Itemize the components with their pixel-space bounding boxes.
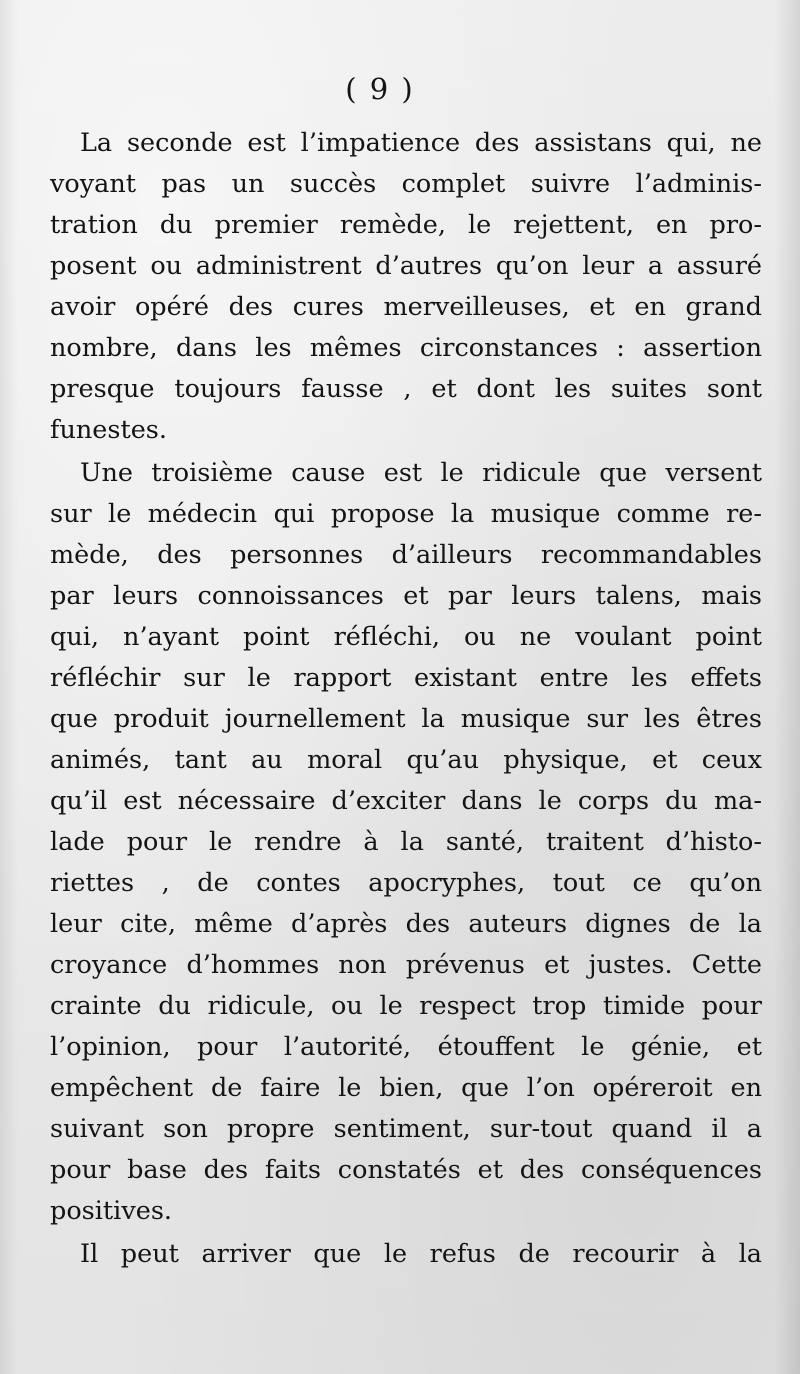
text-line: qui, n’ayant point réfléchi, ou ne voulant point [50,622,762,652]
page-gutter-shadow [774,0,800,1374]
text-line: positives. [50,1196,173,1226]
text-line: qu’il est nécessaire d’exciter dans le corps du ma- [50,786,762,816]
text-line: La seconde est l’impatience des assistans qui, ne [80,128,762,158]
text-line: crainte du ridicule, ou le respect trop timide pour [50,991,762,1021]
text-line: Il peut arriver que le refus de recourir à la [80,1239,762,1269]
text-line: presque toujours fausse , et dont les suites sont [50,374,762,404]
text-line: sur le médecin qui propose la musique comme re- [50,499,762,529]
text-line: Une troisième cause est le ridicule que versent [80,458,762,488]
text-line: posent ou administrent d’autres qu’on leur a assuré [50,251,762,281]
text-line: réfléchir sur le rapport existant entre les effets [50,663,762,693]
text-line: nombre, dans les mêmes circonstances : assertion [50,333,762,363]
text-line: avoir opéré des cures merveilleuses, et en grand [50,292,762,322]
body-text [50,123,762,1275]
text-line: mède, des personnes d’ailleurs recommandables [50,540,762,570]
text-line: par leurs connoissances et par leurs talens, mais [50,581,762,611]
text-line: suivant son propre sentiment, sur-tout quand il a [50,1114,762,1144]
text-line: croyance d’hommes non prévenus et justes. Cette [50,950,762,980]
text-line: riettes , de contes apocryphes, tout ce qu’on [50,868,762,898]
text-line: voyant pas un succès complet suivre l’adminis- [50,169,762,199]
text-line: pour base des faits constatés et des conséquences [50,1155,762,1185]
text-line: que produit journellement la musique sur les êtres [50,704,762,734]
text-line: empêchent de faire le bien, que l’on opéreroit en [50,1073,762,1103]
page-left-edge-shadow [0,0,18,1374]
text-line: funestes. [50,415,167,445]
text-line: lade pour le rendre à la santé, traitent d’histo- [50,827,762,857]
text-line: tration du premier remède, le rejettent, en pro- [50,210,762,240]
text-line: animés, tant au moral qu’au physique, et ceux [50,745,762,775]
text-line: leur cite, même d’après des auteurs dignes de la [50,909,762,939]
page-number: ( 9 ) [345,72,415,106]
text-line: l’opinion, pour l’autorité, étouffent le génie, et [50,1032,762,1062]
